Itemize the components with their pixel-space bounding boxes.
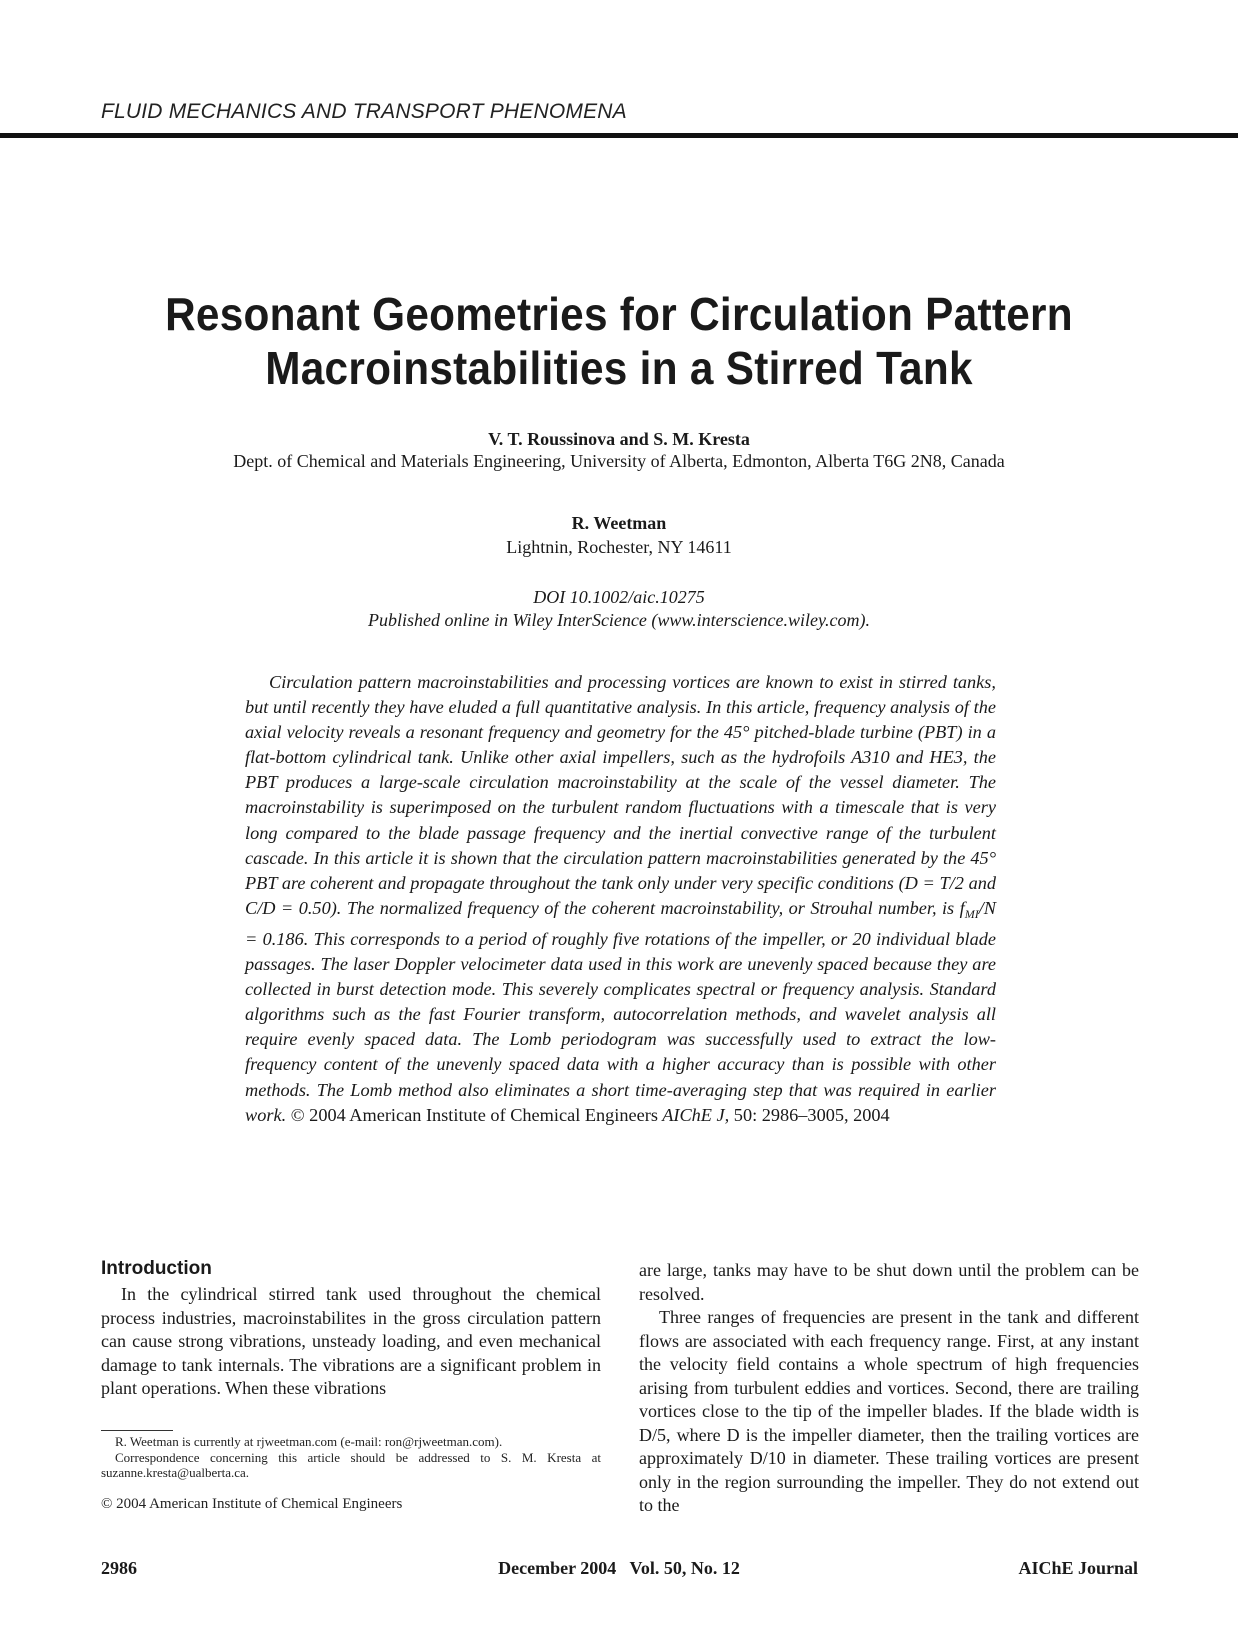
abstract-subscript: MI [964,906,979,921]
intro-continuation: are large, tanks may have to be shut down until the problem can be resolved. [639,1260,1139,1304]
published-online: Published online in Wiley InterScience (www.interscience.wiley.com). [367,610,871,630]
author-affiliation-1: Dept. of Chemical and Materials Engineering, University of Alberta, Edmonton, Alberta T6G 2N8, Canada [233,451,1005,471]
footnote-2: Correspondence concerning this article should be addressed to S. M. Kresta at suzanne.kresta@ualberta.ca. [101,1449,601,1480]
page-number: 2986 [101,1558,137,1578]
journal-name: AIChE Journal [1018,1558,1138,1578]
copyright-line: © 2004 American Institute of Chemical Engineers [101,1496,403,1512]
title-line-1: Resonant Geometries for Circulation Pattern [165,288,1073,340]
intro-paragraph-2: Three ranges of frequencies are present in the tank and different flows are associated with each frequency range. First, at any instant the velocity field contains a whole spectrum of high frequencies arising from turbulent eddies and vortices. Second, there are trailing vortices close to the tip of the impeller blades. If the blade width is D/5, where D is the impeller diameter, then the trailing vortices are approximately D/10 in diameter. These trailing vortices are present only in the region surrounding the impeller. They do not extend out to the [639,1307,1139,1515]
issue-info: December 2004 Vol. 50, No. 12 [498,1558,740,1578]
author-names-2: R. Weetman [571,513,667,533]
left-column [101,1283,601,1401]
abstract-text-2: /N = 0.186. This corresponds to a period of roughly five rotations of the impeller, or 20 individual blade passages. The laser Doppler velocimeter data used in this work are unevenly spaced because they are collected in burst detection mode. This severely complicates spectral or frequency analysis. Standard algorithms such as the fast Fourier transform, autocorrelation methods, and wavelet analysis all require evenly spaced data. The Lomb periodogram was successfully used to extract the low-frequency content of the unevenly spaced data with a higher accuracy than is possible with other methods. The Lomb method also eliminates a short time-averaging step that was required in earlier work. [245,897,996,1125]
abstract [245,670,996,1128]
right-column [639,1259,1139,1518]
doi: DOI 10.1002/aic.10275 [533,587,705,607]
footnotes [101,1434,601,1481]
abstract-citation: 50: 2986–3005, 2004 [733,1104,890,1125]
introduction-heading: Introduction [101,1258,212,1279]
title-line-2: Macroinstabilities in a Stirred Tank [265,342,973,394]
abstract-text-1: Circulation pattern macroinstabilities and processing vortices are known to exist in stirred tanks, but until recently they have eluded a full quantitative analysis. In this article, frequency analysis of the axial velocity reveals a resonant frequency and geometry for the 45° pitched-blade turbine (PBT) in a flat-bottom cylindrical tank. Unlike other axial impellers, such as the hydrofoils A310 and HE3, the PBT produces a large-scale circulation macroinstability at the scale of the vessel diameter. The macroinstability is superimposed on the turbulent random fluctuations with a timescale that is very long compared to the blade passage frequency and the inertial convective range of the turbulent cascade. In this article it is shown that the circulation pattern macroinstabilities generated by the 45° PBT are coherent and propagate throughout the tank only under very specific conditions (D = T/2 and C/D = 0.50). The normalized frequency of the coherent macroinstability, or Strouhal number, is f [245,672,996,918]
article-title [50,287,1189,395]
footnote-1: R. Weetman is currently at rjweetman.com (e-mail: ron@rjweetman.com). [115,1434,503,1449]
header-rule [0,133,1238,138]
intro-paragraph-1: In the cylindrical stirred tank used throughout the chemical process industries, macroinstabilites in the gross circulation pattern can cause strong vibrations, unsteady loading, and even mechanical damage to tank internals. The vibrations are a significant problem in plant operations. When these vibrations [101,1284,601,1398]
abstract-journal: AIChE J, [662,1104,730,1125]
abstract-paragraph [245,670,996,1128]
footnote-rule [101,1430,173,1431]
abstract-copyright: © 2004 American Institute of Chemical Engineers [290,1104,658,1125]
journal-section-header: FLUID MECHANICS AND TRANSPORT PHENOMENA [101,100,627,123]
author-names-1: V. T. Roussinova and S. M. Kresta [488,429,750,449]
author-affiliation-2: Lightnin, Rochester, NY 14611 [506,537,732,557]
